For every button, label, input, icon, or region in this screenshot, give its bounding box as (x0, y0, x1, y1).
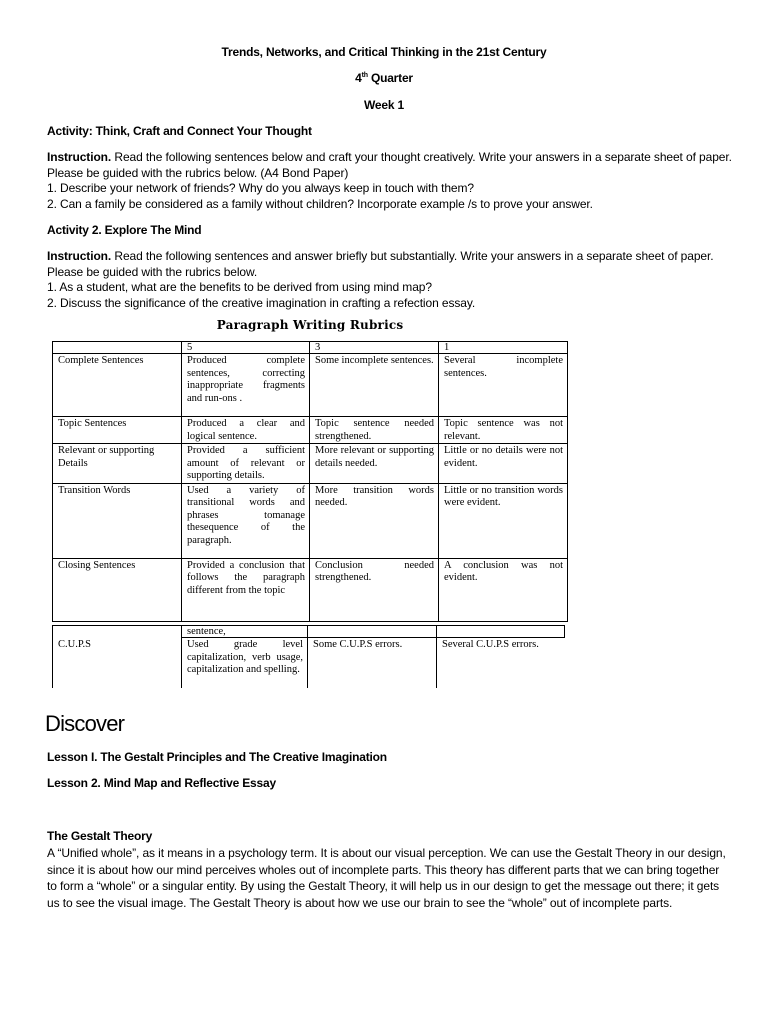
quarter-number: 4 (355, 71, 362, 85)
activity1-question-1: 1. Describe your network of friends? Why do you always keep in touch with them? (47, 181, 474, 195)
rubric-cell: Used grade level capitalization, verb usage, capitalization and spelling. (182, 638, 308, 688)
rubric-criterion: Closing Sentences (53, 558, 182, 621)
table-row (53, 626, 565, 638)
activity1-question-2: 2. Can a family be considered as a family without children? Incorporate example /s to prove your answer. (47, 196, 593, 211)
rubric-criterion: Relevant or supporting Details (53, 444, 182, 484)
rubric-cell (308, 626, 437, 638)
rubric-cell: Topic sentence was not relevant. (439, 417, 568, 444)
table-row (53, 558, 568, 621)
activity2-title: Activity 2. Explore The Mind (47, 223, 202, 237)
lesson-1-title: Lesson I. The Gestalt Principles and The Creative Imagination (47, 750, 387, 764)
table-row (53, 354, 568, 417)
gestalt-line-1: A “Unified whole”, as it means in a psychology term. It is about our visual perception. We can use the Gestalt Theory in our design, (47, 846, 726, 860)
gestalt-theory-paragraph (47, 845, 727, 911)
rubric-cell: Produced a clear and logical sentence. (182, 417, 310, 444)
rubric-header-row (53, 342, 568, 354)
quarter-label (0, 71, 768, 85)
rubric-cell: More transition words needed. (310, 483, 439, 558)
activity1-instructions (47, 150, 732, 212)
gestalt-theory-title: The Gestalt Theory (47, 829, 153, 843)
rubric-criterion: C.U.P.S (53, 638, 182, 688)
rubric-cell: Several C.U.P.S errors. (437, 638, 565, 688)
discover-heading: Discover (45, 711, 125, 736)
lesson-2-title: Lesson 2. Mind Map and Reflective Essay (47, 776, 276, 790)
gestalt-line-2: since it is about how our mind perceives wholes out of incomplete parts. This theory has different parts that we can bring together (47, 862, 720, 877)
rubric-cell (437, 626, 565, 638)
activity2-instructions (47, 249, 727, 311)
rubric-criterion: Topic Sentences (53, 417, 182, 444)
table-row (53, 417, 568, 444)
rubric-cell: Little or no details were not evident. (439, 444, 568, 484)
gestalt-line-3: to form a “whole” or a singular entity. By using the Gestalt Theory, it will help us in our design to get the message out there; it gets (47, 879, 720, 893)
activity2-question-1: 1. As a student, what are the benefits to be derived from using mind map? (47, 280, 432, 294)
table-row (53, 483, 568, 558)
rubric-table-continued (52, 625, 565, 688)
rubric-cell: Topic sentence needed strengthened. (310, 417, 439, 444)
activity1-instruction-label: Instruction. (47, 150, 112, 164)
rubric-cell: Several incomplete sentences. (439, 354, 568, 417)
rubric-cell: Conclusion needed strengthened. (310, 558, 439, 621)
week-label: Week 1 (364, 98, 404, 112)
document-title: Trends, Networks, and Critical Thinking in the 21st Century (221, 45, 547, 59)
activity2-question-2: 2. Discuss the significance of the creative imagination in crafting a refection essay. (47, 295, 476, 310)
rubric-cell: More relevant or supporting details needed. (310, 444, 439, 484)
rubric-cell: Used a variety of transitional words and phrases tomanage thesequence of the paragraph. (182, 483, 310, 558)
rubric-score-1: 1 (439, 342, 568, 354)
activity2-instruction-label: Instruction. (47, 249, 112, 263)
table-row (53, 444, 568, 484)
rubric-score-3: 3 (310, 342, 439, 354)
activity1-instruction-cont: Please be guided with the rubrics below. (A4 Bond Paper) (47, 165, 349, 180)
rubric-cell: A conclusion was not evident. (439, 558, 568, 621)
rubric-header-empty (53, 342, 182, 354)
rubric-cell: Produced complete sentences, correcting inappropriate fragments and run-ons . (182, 354, 310, 417)
rubric-cell: Provided a sufficient amount of relevant or supporting details. (182, 444, 310, 484)
rubric-criterion: Transition Words (53, 483, 182, 558)
rubric-score-5: 5 (182, 342, 310, 354)
rubric-cont-fragment: sentence, (182, 626, 308, 638)
quarter-word: Quarter (370, 71, 413, 85)
activity2-instruction-text: Read the following sentences and answer briefly but substantially. Write your answers in a separate sheet of paper. (114, 249, 714, 263)
rubric-cell: Provided a conclusion that follows the paragraph different from the topic (182, 558, 310, 621)
activity1-instruction-text: Read the following sentences below and craft your thought creatively. Write your answers in a separate sheet of paper. (114, 150, 732, 164)
rubric-title: Paragraph Writing Rubrics (216, 318, 404, 332)
rubric-table (52, 341, 568, 622)
rubric-cell: Some incomplete sentences. (310, 354, 439, 417)
rubric-cell: Some C.U.P.S errors. (308, 638, 437, 688)
rubric-cell: Little or no transition words were evident. (439, 483, 568, 558)
rubric-cell (53, 626, 182, 638)
gestalt-line-4: us to see the visual image. The Gestalt Theory is about how we use our brain to see the “whole” out of incomplete parts. (47, 895, 673, 910)
activity2-instruction-cont: Please be guided with the rubrics below. (47, 264, 258, 279)
table-row (53, 638, 565, 688)
quarter-suffix: th (361, 72, 368, 79)
rubric-criterion: Complete Sentences (53, 354, 182, 417)
activity1-title: Activity: Think, Craft and Connect Your Thought (47, 124, 312, 138)
